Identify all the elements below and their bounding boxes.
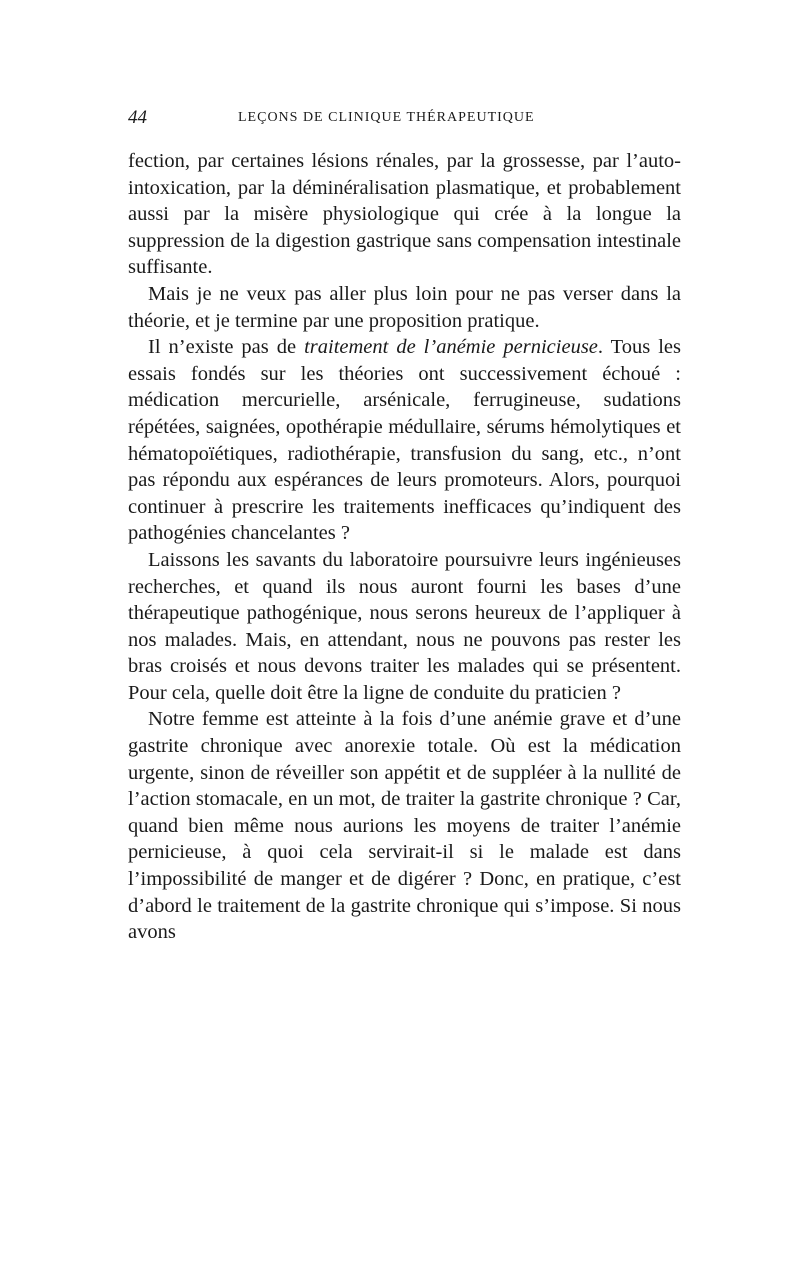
running-head (128, 107, 680, 131)
paragraph: Notre femme est atteinte à la fois d’une anémie grave et d’une gastrite chronique avec anorexie totale. Où est la médication urgente, sinon de réveiller son appétit et de suppléer à la nullité de l’action stomacale, en un mot, de traiter la gastrite chronique ? Car, quand bien même nous aurions les moyens de traiter l’anémie pernicieuse, à quoi cela servirait-il si le malade est dans l’impossibilité de manger et de digérer ? Donc, en pratique, c’est d’abord le traitement de la gastrite chronique qui s’impose. Si nous avons (128, 708, 681, 944)
page-number: 44 (128, 107, 147, 128)
paragraph (128, 334, 681, 547)
running-title: LEÇONS DE CLINIQUE THÉRAPEUTIQUE (238, 110, 535, 125)
italic-phrase: traitement de l’anémie pernicieuse (304, 336, 598, 359)
paragraph: Mais je ne veux pas aller plus loin pour ne pas verser dans la théorie, et je termine par une proposition pratique. (128, 282, 681, 332)
body-text (128, 148, 681, 946)
paragraph: Laissons les savants du laboratoire poursuivre leurs ingénieuses recherches, et quand ils nous auront fourni les bases d’une thérapeutique pathogénique, nous serons heureux de l’appliquer à nos malades. Mais, en attendant, nous ne pouvons pas rester les bras croisés et nous devons traiter les malades qui se présentent. Pour cela, quelle doit être la ligne de conduite du praticien ? (128, 548, 681, 704)
paragraph-text: Il n’existe pas de (148, 336, 305, 359)
paragraph-continuation: fection, par certaines lésions rénales, par la grossesse, par l’auto-intoxication, par la déminéralisation plasmatique, et probablement aussi par la misère physiologique qui crée à la longue la suppression de la digestion gastrique sans compensation intestinale suffisante. (128, 150, 681, 279)
paragraph-text: . Tous les essais fondés sur les théories ont successivement échoué : médication mercurielle, arsénicale, ferrugineuse, sudations répétées, saignées, opothérapie médullaire, sérums hémolytiques et hématopoïétiques, radiothérapie, transfusion du sang, etc., n’ont pas répondu aux espérances de leurs promoteurs. Alors, pourquoi continuer à prescrire les traitements inefficaces qu’indiquent des pathogénies chancelantes ? (128, 336, 681, 545)
